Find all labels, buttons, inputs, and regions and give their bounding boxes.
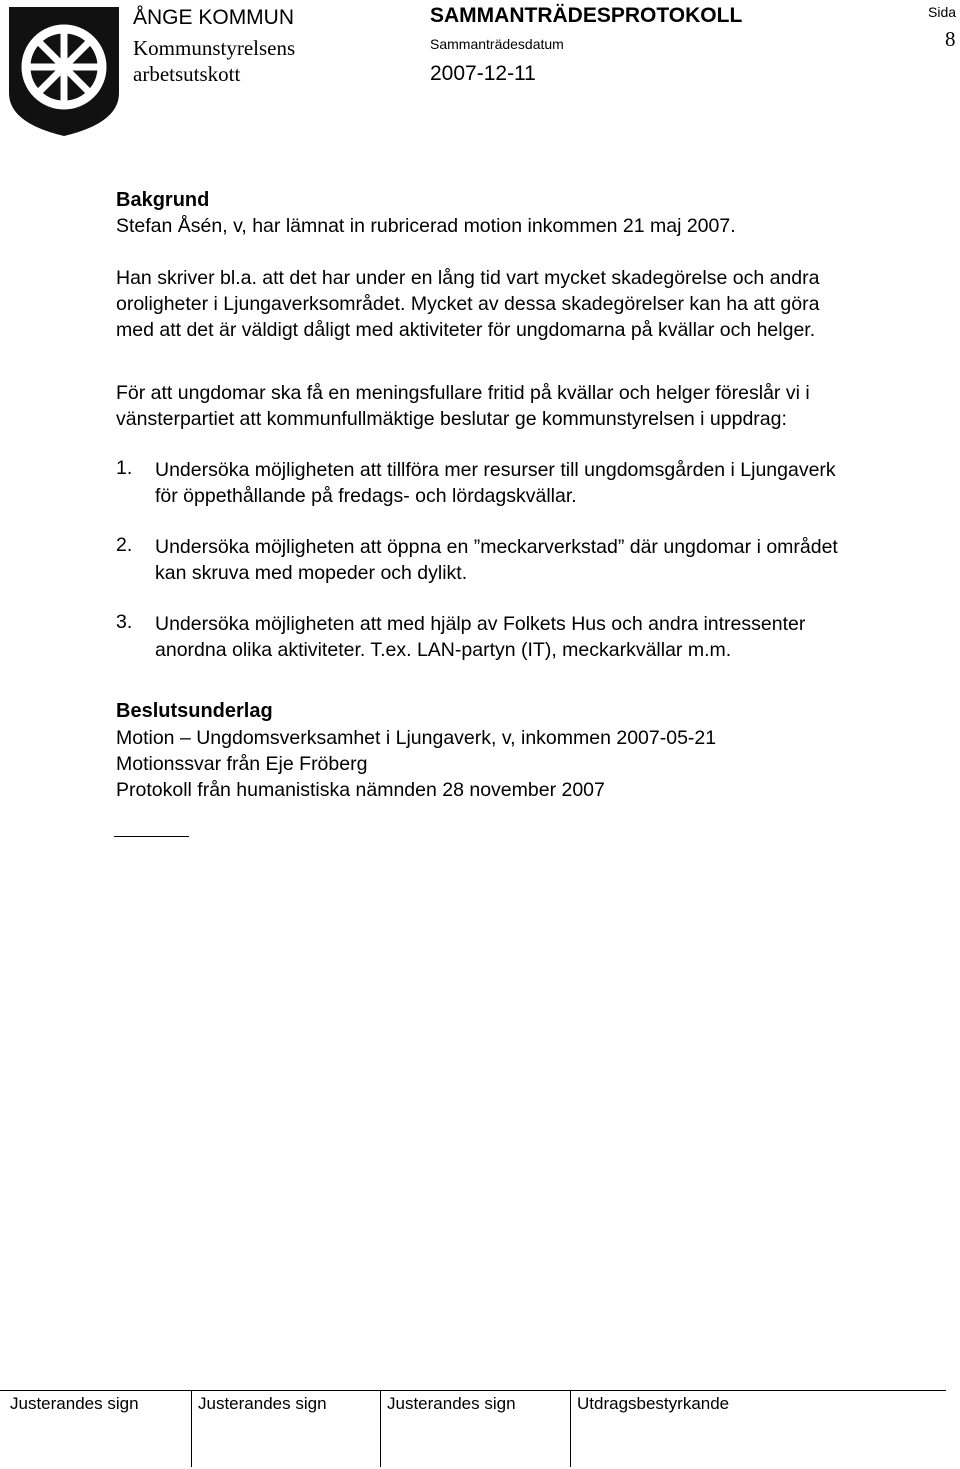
signature-label: Justerandes sign [387,1394,516,1413]
text-line: För att ungdomar ska få en meningsfullare fritid på kvällar och helger föreslår vi i [116,382,810,404]
board-name-line2: arbetsutskott [133,62,241,86]
certification-label: Utdragsbestyrkande [577,1394,730,1413]
list-item [155,457,836,509]
list-item-number: 2. [116,534,133,556]
text-line: Motionssvar från Eje Fröberg [116,753,368,775]
municipality-name: ÅNGE KOMMUN [133,6,295,29]
text-line: Motion – Ungdomsverksamhet i Ljungaverk, v, inkommen 2007-05-21 [116,727,717,749]
text-line: anordna olika aktiviteter. T.ex. LAN-partyn (IT), meckarkvällar m.m. [155,639,732,661]
document-title: SAMMANTRÄDESPROTOKOLL [430,4,743,27]
wheel-icon [26,29,102,105]
text-line: Protokoll från humanistiska nämnden 28 november 2007 [116,779,605,801]
end-divider [114,836,189,837]
background-paragraph-2 [116,265,819,343]
list-item [155,534,838,586]
list-item-number: 1. [116,457,133,479]
meeting-date: 2007-12-11 [430,62,536,85]
text-line: oroligheter i Ljungaverksområdet. Mycket av dessa skadegörelser kan ha att göra [116,293,820,315]
signature-label: Justerandes sign [10,1394,139,1413]
page-label: Sida [928,4,957,20]
text-line: för öppethållande på fredags- och lördagskvällar. [155,485,577,507]
background-paragraph-3 [116,380,810,432]
date-label: Sammanträdesdatum [430,36,564,52]
text-line: Han skriver bl.a. att det har under en lång tid vart mycket skadegörelse och andra [116,267,820,289]
signature-label: Justerandes sign [198,1394,327,1413]
list-item [155,611,805,663]
list-item-number: 3. [116,611,133,633]
board-name-line1: Kommunstyrelsens [133,36,296,60]
municipality-seal-logo [7,5,121,138]
text-line: Undersöka möjligheten att öppna en ”meckarverkstad” där ungdomar i området [155,536,838,558]
text-line: med att det är väldigt dåligt med aktiviteter för ungdomarna på kvällar och helger. [116,319,816,341]
text-line: vänsterpartiet att kommunfullmäktige beslutar ge kommunstyrelsen i uppdrag: [116,408,787,430]
text-line: kan skruva med mopeder och dylikt. [155,562,468,584]
background-intro: Stefan Åsén, v, har lämnat in rubricerad motion inkommen 21 maj 2007. [116,215,736,237]
page-number: 8 [945,27,956,51]
section-heading-background: Bakgrund [116,189,210,211]
text-line: Undersöka möjligheten att tillföra mer resurser till ungdomsgården i Ljungaverk [155,459,836,481]
section-heading-decision-basis: Beslutsunderlag [116,700,273,722]
decision-basis-list [116,725,716,803]
text-line: Undersöka möjligheten att med hjälp av Folkets Hus och andra intressenter [155,613,806,635]
